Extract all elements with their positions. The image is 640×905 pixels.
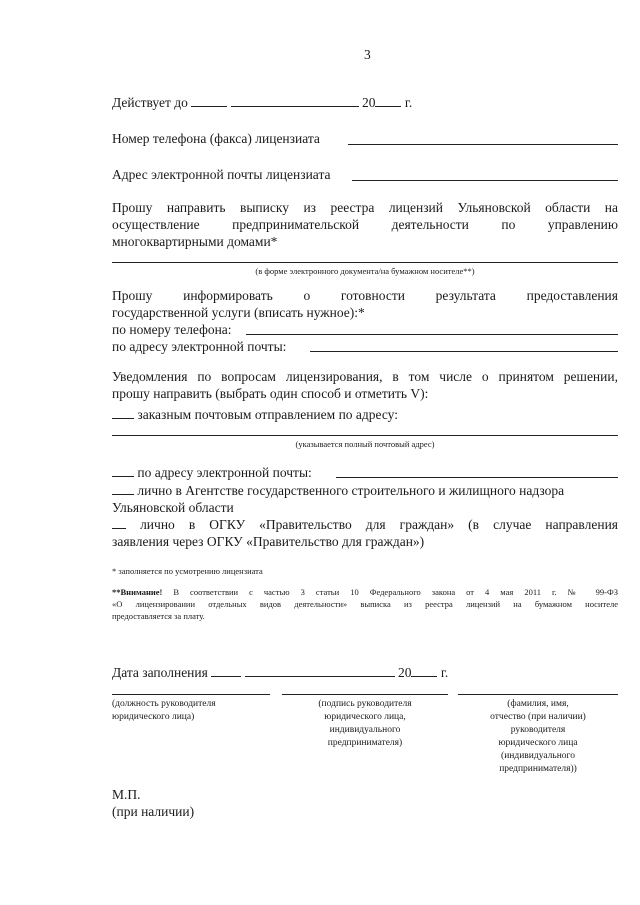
name-caption-line: (индивидуального [501, 751, 575, 761]
email-field[interactable] [352, 180, 618, 181]
fill-date-month-field[interactable] [245, 664, 395, 677]
extract-request-line1: Прошу направить выписку из реестра лицензий Ульяновской области на [112, 200, 618, 215]
valid-until-month-field[interactable] [231, 94, 359, 107]
option-email-label: по адресу электронной почты: [137, 465, 312, 480]
option-mail-row [112, 406, 398, 423]
extract-format-caption: (в форме электронного документа/на бумажном носителе**) [255, 266, 475, 276]
name-caption-line: предпринимателя)) [499, 764, 577, 774]
option-mail-label: заказным почтовым отправлением по адресу: [137, 407, 398, 422]
footnote-2-warning: **Внимание! [112, 587, 163, 597]
footnote-2-line1 [112, 587, 618, 598]
phone-label: Номер телефона (факса) лицензиата [112, 131, 320, 146]
option-ogku-row [112, 516, 618, 533]
signature-caption-line: (подпись руководителя [318, 699, 412, 709]
stamp-label: М.П. [112, 787, 141, 802]
valid-until-row [112, 94, 412, 111]
inform-by-email-label: по адресу электронной почты: [112, 339, 287, 354]
valid-until-day-field[interactable] [191, 94, 227, 107]
inform-request-line1: Прошу информировать о готовности результата предоставления [112, 288, 618, 303]
name-signature-line[interactable] [458, 694, 618, 695]
signature-caption [282, 698, 448, 750]
extract-request-line3: многоквартирными домами* [112, 234, 278, 249]
email-label: Адрес электронной почты лицензиата [112, 167, 331, 182]
notifications-line2: прошу направить (выбрать один способ и отметить V): [112, 386, 429, 401]
phone-field[interactable] [348, 144, 618, 145]
option-ogku-line1: лично в ОГКУ «Правительство для граждан» (в случае направления [140, 517, 618, 532]
inform-by-phone-label: по номеру телефона: [112, 322, 232, 337]
option-mail-checkbox[interactable] [112, 406, 134, 419]
position-signature-line[interactable] [112, 694, 270, 695]
fill-date-year-prefix: 20 [397, 665, 412, 680]
postal-address-field[interactable] [112, 435, 618, 436]
option-agency-row [112, 482, 564, 499]
name-caption [458, 698, 618, 776]
fill-date-year-field[interactable] [411, 664, 437, 677]
inform-email-field[interactable] [310, 351, 618, 352]
signature-line[interactable] [282, 694, 448, 695]
valid-until-year-field[interactable] [375, 94, 401, 107]
fill-date-label: Дата заполнения [112, 665, 208, 680]
inform-request-line2: государственной услуги (вписать нужное):* [112, 305, 365, 320]
notifications-line1: Уведомления по вопросам лицензирования, в том числе о принятом решении, [112, 369, 618, 384]
name-caption-line: (фамилия, имя, [507, 699, 569, 709]
signature-caption-line: индивидуального [329, 725, 401, 735]
footnote-2-line2: «О лицензировании отдельных видов деятельности» выписка из реестра лицензий на бумажном носителе [112, 599, 618, 609]
option-ogku-checkbox[interactable] [112, 516, 126, 529]
name-caption-line: юридического лица [498, 738, 578, 748]
position-caption [112, 698, 216, 724]
signature-caption-line: предпринимателя) [327, 738, 403, 748]
position-caption-line: (должность руководителя [112, 699, 216, 709]
inform-phone-field[interactable] [246, 334, 618, 335]
postal-address-caption: (указывается полный почтовый адрес) [295, 439, 435, 449]
stamp-note: (при наличии) [112, 804, 195, 819]
fill-date-year-suffix: г. [440, 665, 449, 680]
phone-row [112, 130, 320, 147]
option-agency-line2: Ульяновской области [112, 500, 234, 515]
extract-request-line2: осуществление предпринимательской деятельности по управлению [112, 217, 618, 232]
page-number: 3 [364, 47, 371, 62]
option-agency-checkbox[interactable] [112, 482, 134, 495]
fill-date-row [112, 664, 448, 681]
valid-until-year-prefix: 20 [361, 95, 376, 110]
option-ogku-line2: заявления через ОГКУ «Правительство для граждан») [112, 534, 425, 549]
valid-until-label: Действует до [112, 95, 188, 110]
footnote-2-text: В соответствии с частью 3 статьи 10 Федерального закона от 4 мая 2011 г. № 99-ФЗ [173, 587, 618, 597]
footnote-1: * заполняется по усмотрению лицензиата [112, 566, 263, 576]
option-email-row [112, 464, 312, 481]
option-email-checkbox[interactable] [112, 464, 134, 477]
extract-format-field[interactable] [112, 262, 618, 263]
footnote-2-line3: предоставляется за плату. [112, 611, 205, 621]
option-email-field[interactable] [336, 477, 618, 478]
signature-caption-line: юридического лица, [324, 712, 406, 722]
fill-date-day-field[interactable] [211, 664, 241, 677]
option-agency-line1: лично в Агентстве государственного строительного и жилищного надзора [137, 483, 565, 498]
name-caption-line: отчество (при наличии) [490, 712, 586, 722]
position-caption-line: юридического лица) [112, 712, 195, 722]
valid-until-year-suffix: г. [404, 95, 413, 110]
name-caption-line: руководителя [510, 725, 566, 735]
email-row [112, 166, 331, 183]
